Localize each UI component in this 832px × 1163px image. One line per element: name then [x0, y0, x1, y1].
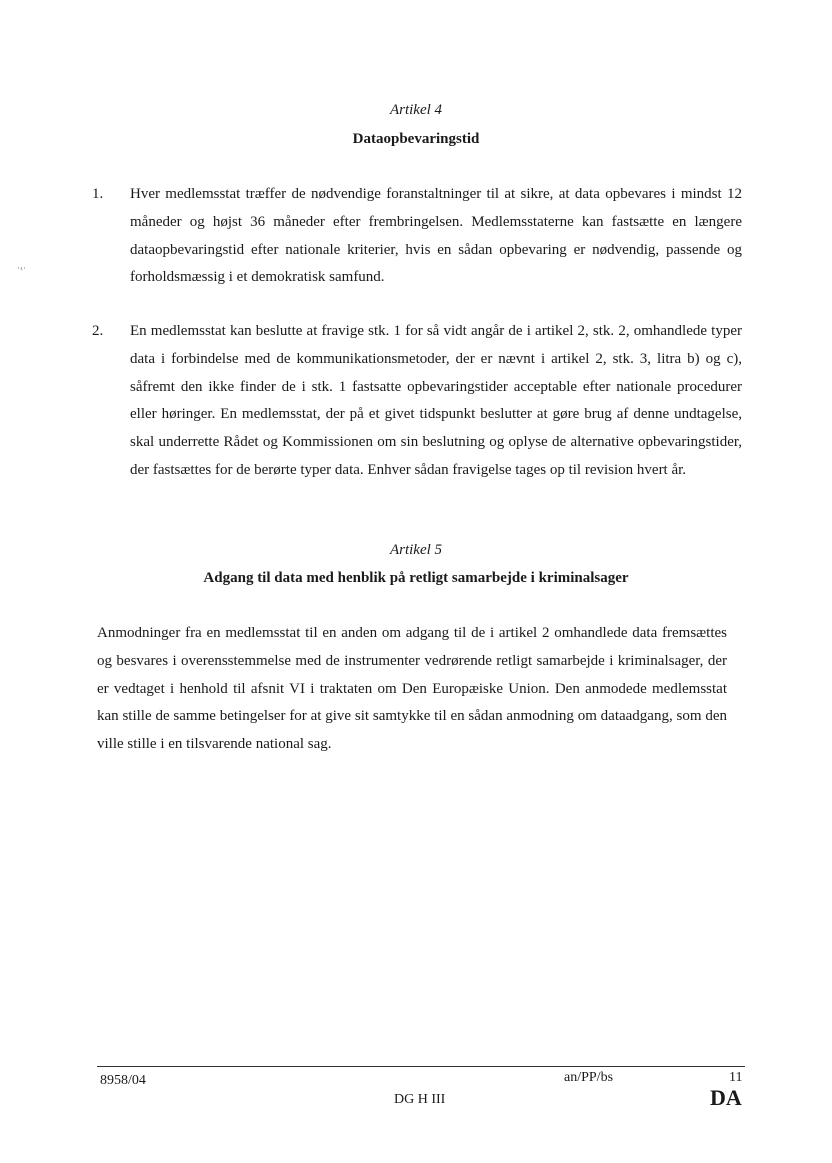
- paragraph-number: 1.: [92, 186, 104, 202]
- footer-doc-number: 8958/04: [100, 1073, 146, 1088]
- paragraph-number: 2.: [92, 323, 104, 339]
- footer-directorate: DG H III: [394, 1092, 446, 1107]
- footer-divider: [97, 1066, 745, 1067]
- article-4-paragraph-1: [92, 181, 752, 293]
- article-5-title: Adgang til data med henblik på retligt samarbejde i kriminalsager: [203, 570, 629, 586]
- footer-initials: an/PP/bs: [564, 1070, 614, 1085]
- footer-page-number: 11: [729, 1070, 743, 1085]
- scan-artifact-mark: ·‹·: [17, 263, 26, 273]
- paragraph-text: Hver medlemsstat træffer de nødvendige foranstaltninger til at sikre, at data opbevares i mindst 12 måneder og højst 36 måneder efter frembringelsen. Medlemsstaterne kan fastsætte en længere dataopbevaringstid efter nationale kriterier, hvis en sådan opbevaring er nødvendig, passende og forholdsmæssig i et demokratisk samfund.: [130, 186, 742, 286]
- article-5-label: Artikel 5: [389, 542, 443, 558]
- article-4-title: Dataopbevaringstid: [352, 131, 480, 147]
- footer-language-code: DA: [710, 1085, 742, 1110]
- paragraph-text: En medlemsstat kan beslutte at fravige stk. 1 for så vidt angår de i artikel 2, stk. 2, omhandlede typer data i forbindelse med de kommunikationsmetoder, der er nævnt i artikel 2, stk. 3, litra b) og c), såfremt den ikke finder de i stk. 1 fastsatte opbevaringstider acceptable efter nationale procedurer eller høringer. En medlemsstat, der på et givet tidspunkt beslutter at gøre brug af denne undtagelse, skal underrette Rådet og Kommissionen om sin beslutning og oplyse de alternative opbevaringstider, der fastsættes for de berørte typer data. Enhver sådan fravigelse tages op til revision hvert år.: [130, 323, 742, 478]
- article-5-text: Anmodninger fra en medlemsstat til en anden om adgang til de i artikel 2 omhandlede data fremsættes og besvares i overensstemmelse med de instrumenter vedrørende retligt samarbejde i kriminalsager, der er vedtaget i henhold til afsnit VI i traktaten om Den Europæiske Union. Den anmodede medlemsstat kan stille de samme betingelser for at give sit samtykke til en sådan anmodning om dataadgang, som den ville stille i en tilsvarende national sag.: [97, 625, 727, 753]
- article-4-label: Artikel 4: [389, 102, 443, 118]
- article-4-paragraph-2: [92, 318, 752, 518]
